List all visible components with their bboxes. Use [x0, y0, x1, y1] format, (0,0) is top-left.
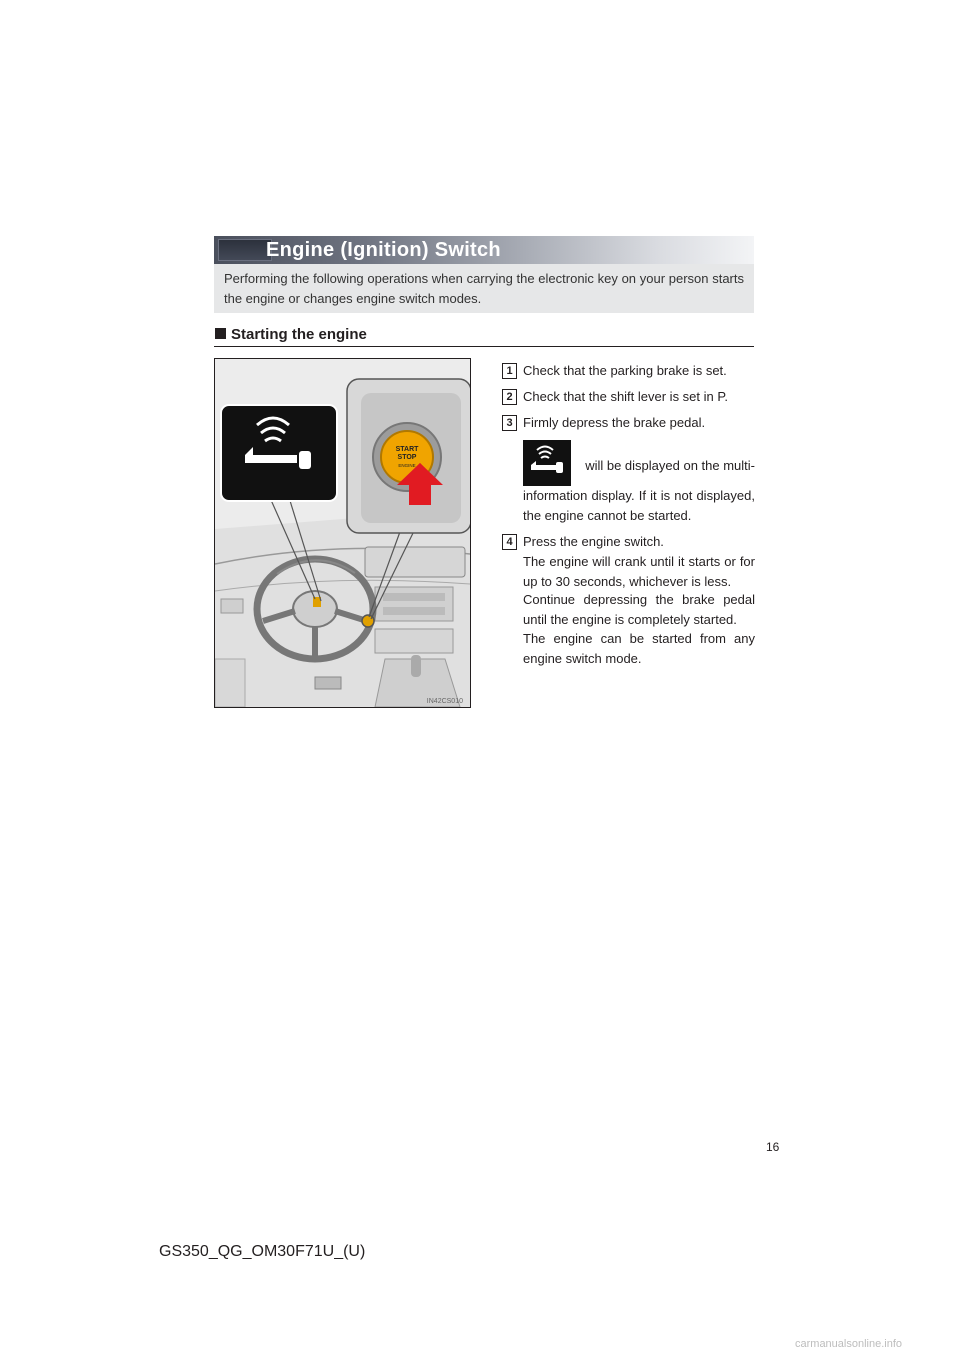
step-3-text: Firmly depress the brake pedal. [523, 415, 706, 430]
step-1-text: Check that the parking brake is set. [523, 363, 727, 378]
step-number-1: 1 [502, 363, 517, 379]
watermark-text: carmanualsonline.info [795, 1338, 903, 1350]
step-3-note-rest: information display. If it is not displayed, the engine cannot be started. [523, 488, 755, 523]
section-title-text: Starting the engine [231, 326, 367, 343]
key-indicator-inline-icon [523, 440, 571, 486]
step-4-detail-1: The engine will crank until it starts or for up to 30 seconds, whichever is less. [523, 554, 755, 589]
step-4-text: Press the engine switch. [523, 534, 664, 549]
step-2-text: Check that the shift lever is set in P. [523, 389, 728, 404]
illustration-code: IN42CS010 [426, 698, 463, 705]
step-number-4: 4 [502, 534, 517, 550]
dashboard-drawing [215, 359, 470, 707]
section-title [214, 324, 754, 347]
step-4-detail-2: Continue depressing the brake pedal until the engine is completely started. [523, 592, 755, 627]
step-4-detail-3: The engine can be started from any engine switch mode. [523, 631, 755, 666]
footer-document-code: GS350_QG_OM30F71U_(U) [159, 1243, 366, 1260]
page-title: Engine (Ignition) Switch [266, 239, 501, 261]
dashboard-illustration [214, 358, 471, 708]
bullet-square-icon [215, 328, 226, 339]
step-number-2: 2 [502, 389, 517, 405]
button-text-engine: ENGINE [398, 463, 416, 468]
intro-text: Performing the following operations when carrying the electronic key on your person starts the engine or changes engine switch modes. [214, 264, 754, 313]
step-3-note-after-icon: will be displayed on the multi- [585, 458, 755, 473]
page-number: 16 [766, 1140, 780, 1154]
header-tab-decoration [218, 239, 272, 261]
button-text-stop: STOP [397, 454, 417, 461]
button-text-start: START [395, 446, 419, 453]
step-number-3: 3 [502, 415, 517, 431]
